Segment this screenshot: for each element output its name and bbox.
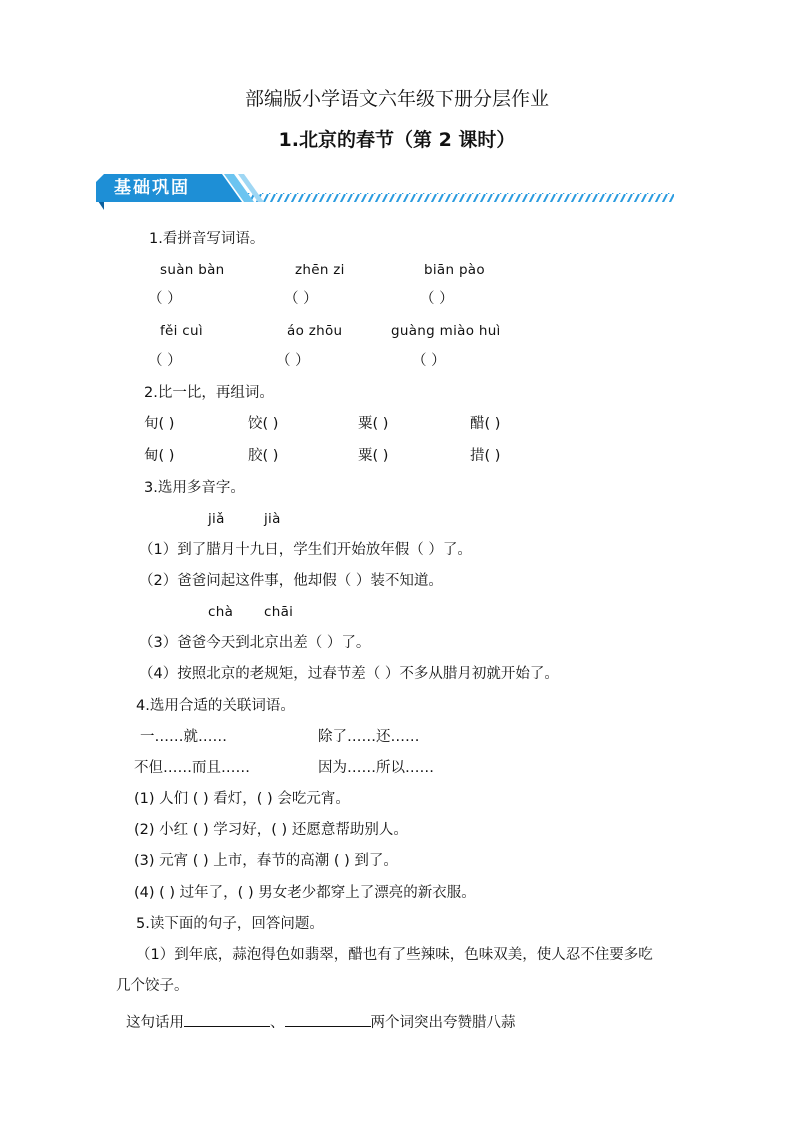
answer-paren[interactable]: （ ） [276,353,310,369]
answer-suffix: 两个词突出夸赞腊八蒜 [370,1015,516,1031]
conjunction-option: 除了……还…… [318,729,420,745]
pinyin-item: zhēn zi [295,262,345,278]
q3-sentence[interactable]: （1）到了腊月十九日，学生们开始放年假（ ）了。 [139,542,472,558]
q4-sentence[interactable]: (2) 小红 ( ) 学习好，( ) 还愿意帮助别人。 [134,822,408,838]
answer-paren[interactable]: （ ） [284,291,318,307]
char-compare-item[interactable]: 胶( ) [248,448,279,464]
q5-passage: （1）到年底，蒜泡得色如翡翠，醋也有了些辣味，色味双美，使人忍不住要多吃 [136,947,653,963]
q4-heading: 4.选用合适的关联词语。 [136,698,295,714]
q4-sentence[interactable]: (3) 元宵 ( ) 上市，春节的高潮 ( ) 到了。 [134,853,398,869]
answer-paren[interactable]: （ ） [412,353,446,369]
pinyin-option: jiǎ [208,511,225,527]
pinyin-option: chà [208,604,234,620]
q4-sentence[interactable]: (4) ( ) 过年了，( ) 男女老少都穿上了漂亮的新衣服。 [134,885,476,901]
pinyin-item: suàn bàn [160,262,225,278]
pinyin-item: áo zhōu [287,323,343,339]
answer-separator: 、 [270,1015,285,1031]
q3-sentence[interactable]: （4）按照北京的老规矩，过春节差（ ）不多从腊月初就开始了。 [139,666,559,682]
answer-paren[interactable]: （ ） [420,291,454,307]
q4-sentence[interactable]: (1) 人们 ( ) 看灯，( ) 会吃元宵。 [134,791,350,807]
char-compare-item[interactable]: 醋( ) [470,416,501,432]
answer-blank[interactable] [285,1010,371,1027]
q3-sentence[interactable]: （2）爸爸问起这件事，他却假（ ）装不知道。 [139,573,443,589]
conjunction-option: 不但……而且…… [134,760,250,776]
banner-label: 基础巩固 [114,178,190,198]
char-compare-item[interactable]: 旬( ) [144,416,175,432]
pinyin-option: chāi [264,604,294,620]
page-title: 部编版小学语文六年级下册分层作业 [244,88,549,110]
pinyin-item: biān pào [424,262,485,278]
answer-paren[interactable]: （ ） [148,291,182,307]
char-compare-item[interactable]: 饺( ) [248,416,279,432]
q3-heading: 3.选用多音字。 [144,480,245,496]
answer-blank[interactable] [184,1010,270,1027]
pinyin-item: fěi cuì [160,323,203,339]
conjunction-option: 一……就…… [140,729,227,745]
q5-answer-line [126,1010,516,1033]
q5-heading: 5.读下面的句子，回答问题。 [136,916,324,932]
char-compare-item[interactable]: 措( ) [470,448,501,464]
pinyin-item: guàng miào huì [391,323,501,339]
answer-prefix: 这句话用 [126,1015,184,1031]
lesson-title: 1.北京的春节（第 2 课时） [278,129,516,151]
answer-paren[interactable]: （ ） [148,353,182,369]
conjunction-option: 因为……所以…… [318,760,434,776]
char-compare-item[interactable]: 粟( ) [358,448,389,464]
q1-heading: 1.看拼音写词语。 [149,231,265,247]
q5-passage: 几个饺子。 [116,978,189,994]
q3-sentence[interactable]: （3）爸爸今天到北京出差（ ）了。 [139,635,371,651]
char-compare-item[interactable]: 甸( ) [144,448,175,464]
q2-heading: 2.比一比，再组词。 [144,385,274,401]
pinyin-option: jià [264,511,281,527]
char-compare-item[interactable]: 粟( ) [358,416,389,432]
